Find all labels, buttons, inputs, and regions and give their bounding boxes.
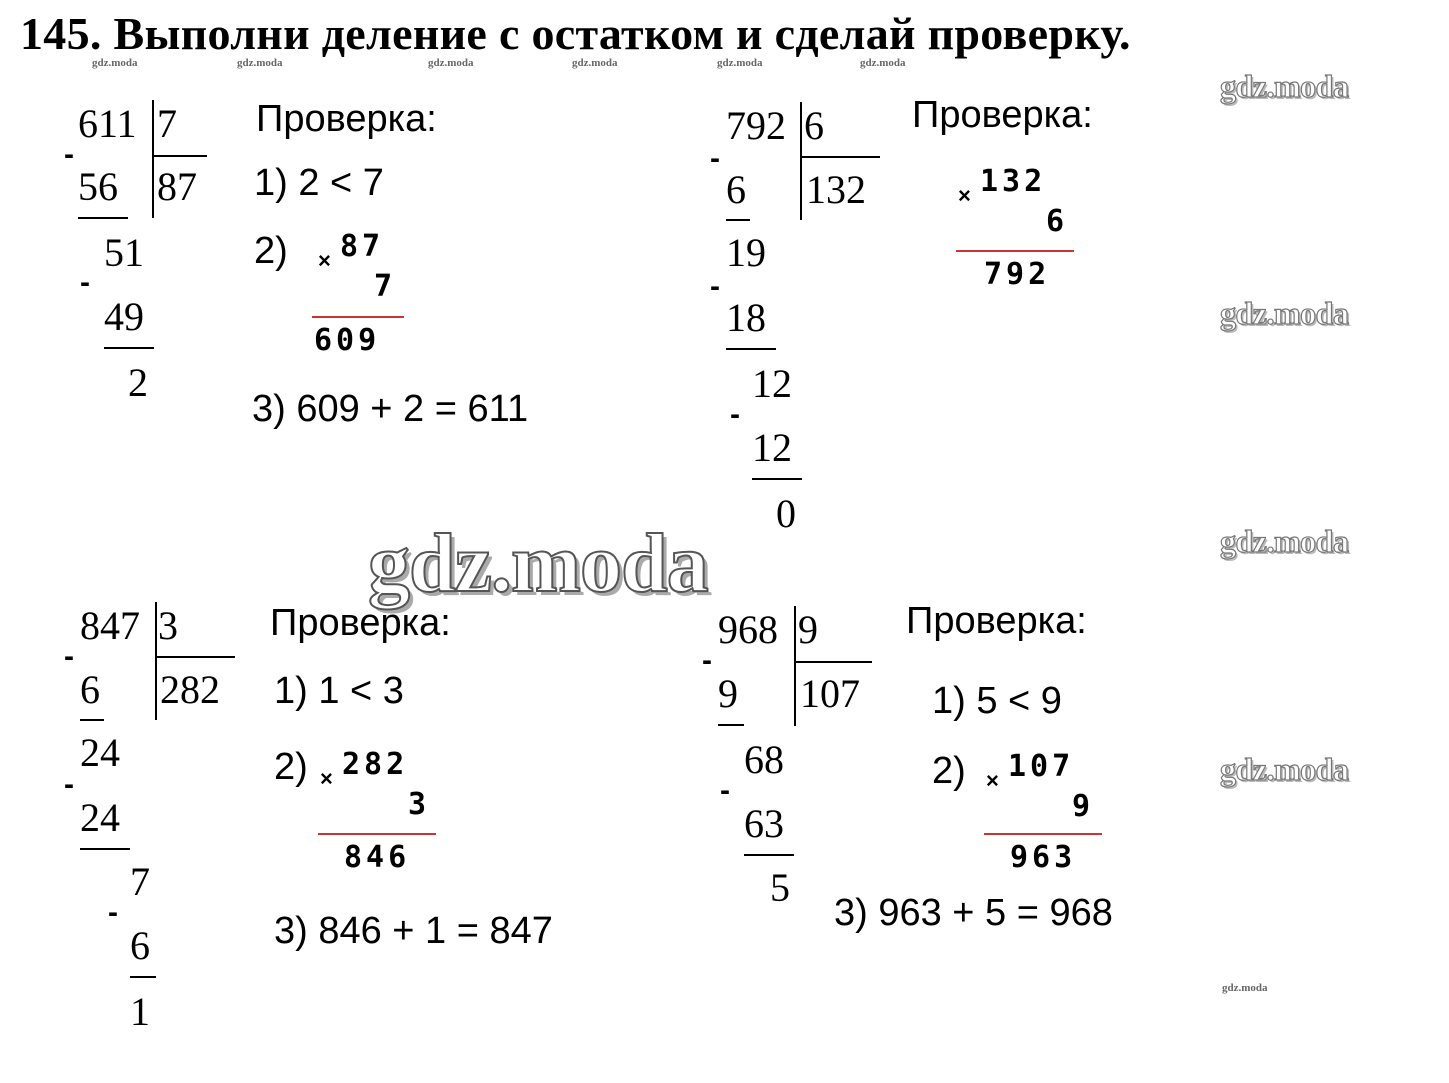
watermark: gdz.moda [1222,982,1268,994]
check-step-3: 3) 846 + 1 = 847 [274,910,553,952]
check-label: Проверка: [912,94,1093,136]
watermark: gdz.moda [1220,295,1349,331]
check-step-1: 1) 5 < 9 [932,680,1062,722]
quotient-line [152,155,207,157]
factor-2: 6 [1046,204,1069,239]
check-label: Проверка: [256,98,437,140]
partial-remainder: 12 [752,361,792,406]
watermark: gdz.moda [860,57,906,69]
minus-sign: - [730,398,740,431]
minus-sign: - [720,774,730,807]
factor-2: 3 [408,787,431,822]
check-step-2-label: 2) [274,746,308,788]
subtrahend: 12 [752,425,792,470]
subtraction-line [718,724,744,726]
times-sign: × [986,768,999,793]
quotient: 282 [160,667,220,712]
divisor: 9 [798,607,818,652]
product: 846 [344,840,411,875]
times-sign: × [958,183,971,208]
check-label: Проверка: [270,602,451,644]
subtraction-line [744,854,794,856]
multiplication-line [312,316,404,318]
remainder: 2 [128,360,148,405]
subtraction-line [80,848,130,850]
quotient: 132 [806,167,866,212]
minus-sign: - [710,142,720,175]
minus-sign: - [64,768,74,801]
subtrahend: 63 [744,801,784,846]
check-label: Проверка: [906,600,1087,642]
watermark: gdz.moda [92,57,138,69]
factor-1: 107 [1008,749,1075,784]
minus-sign: - [710,270,720,303]
minus-sign: - [80,266,90,299]
product: 963 [1010,840,1077,875]
dividend: 968 [718,607,778,652]
factor-2: 7 [374,269,397,304]
subtrahend: 6 [726,167,746,212]
subtrahend: 24 [80,795,120,840]
factor-1: 87 [340,229,385,264]
division-bar [794,606,796,726]
multiplication-line [984,833,1102,835]
minus-sign: - [64,640,74,673]
divisor: 6 [804,103,824,148]
subtrahend: 6 [130,923,150,968]
subtraction-line [104,347,154,349]
watermark: gdz.moda [237,57,283,69]
quotient-line [155,656,235,658]
dividend: 611 [78,101,137,146]
watermark: gdz.moda [1220,751,1349,787]
subtrahend: 49 [104,294,144,339]
partial-remainder: 51 [104,230,144,275]
page-title: 145. Выполни деление с остатком и сделай проверку. [20,8,1131,59]
division-bar [800,102,802,220]
times-sign: × [320,766,333,791]
subtraction-line [726,219,750,221]
check-step-1: 1) 2 < 7 [254,162,384,204]
dividend: 847 [80,603,140,648]
multiplication-line [318,833,436,835]
divisor: 7 [157,101,177,146]
quotient-line [794,661,872,663]
partial-remainder: 7 [130,859,150,904]
remainder: 1 [130,989,150,1034]
subtrahend: 18 [726,295,766,340]
dividend: 792 [726,103,786,148]
subtraction-line [726,348,776,350]
remainder: 5 [770,865,790,910]
minus-sign: - [702,644,712,677]
partial-remainder: 68 [744,737,784,782]
subtrahend: 9 [718,671,738,716]
division-bar [155,602,157,720]
remainder: 0 [776,491,796,536]
watermark: gdz.moda [572,57,618,69]
factor-1: 282 [342,747,409,782]
check-step-2-label: 2) [932,750,966,792]
division-bar [152,100,154,218]
quotient-line [800,156,880,158]
times-sign: × [318,248,331,273]
product: 792 [984,257,1051,292]
minus-sign: - [64,138,74,171]
watermark: gdz.moda [1220,523,1349,559]
divisor: 3 [158,603,178,648]
quotient: 107 [800,671,860,716]
factor-1: 132 [980,164,1047,199]
subtraction-line [80,719,104,721]
subtraction-line [78,217,128,219]
watermark: gdz.moda [428,57,474,69]
watermark: gdz.moda [717,57,763,69]
subtraction-line [130,976,156,978]
product: 609 [314,323,381,358]
partial-remainder: 19 [726,230,766,275]
watermark-large: gdz.moda [368,517,708,610]
watermark: gdz.moda [1220,68,1349,104]
check-step-3: 3) 963 + 5 = 968 [834,892,1113,934]
partial-remainder: 24 [80,730,120,775]
subtraction-line [752,478,802,480]
subtrahend: 6 [80,667,100,712]
check-step-3: 3) 609 + 2 = 611 [252,388,529,430]
factor-2: 9 [1072,789,1095,824]
multiplication-line [956,250,1074,252]
check-step-2-label: 2) [254,230,288,272]
quotient: 87 [157,164,197,209]
minus-sign: - [108,896,118,929]
subtrahend: 56 [78,164,118,209]
check-step-1: 1) 1 < 3 [274,670,404,712]
